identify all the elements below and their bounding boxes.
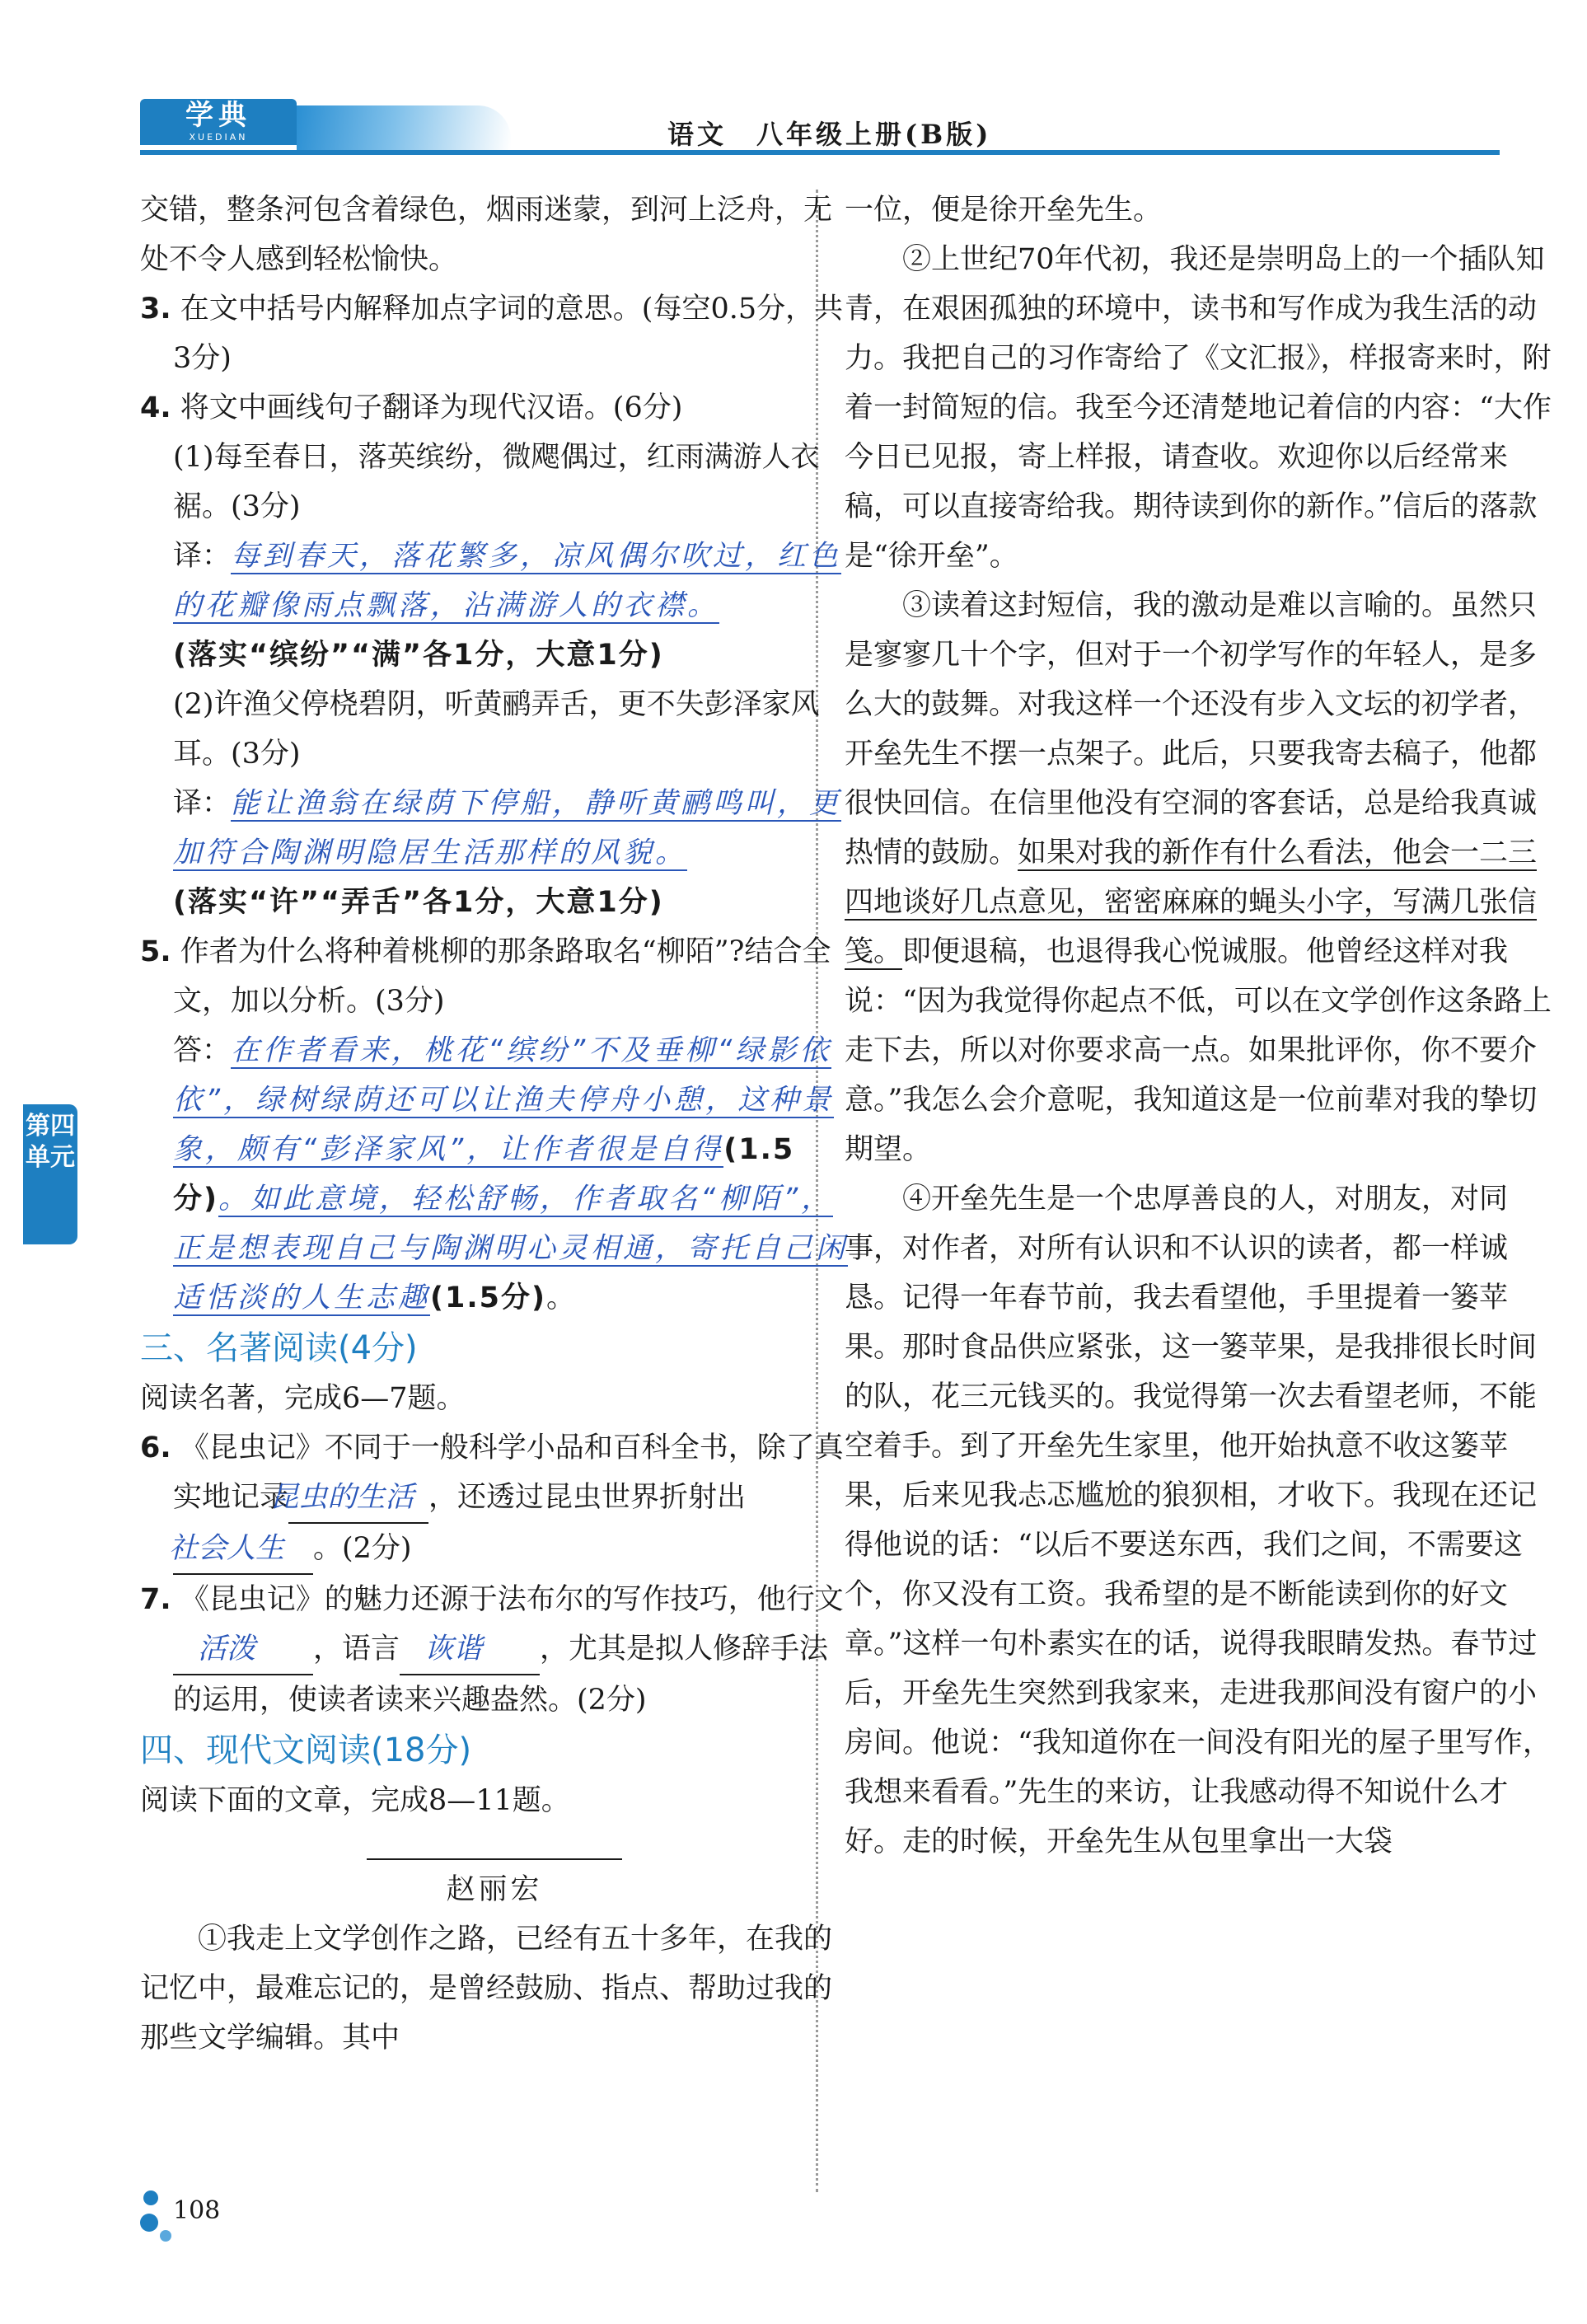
paragraph-2: ②上世纪70年代初，我还是崇明岛上的一个插队知青，在艰困孤独的环境中，读书和写作成为我生活的动力。我把自己的习作寄给了《文汇报》，样报寄来时，附着一封简短的信。我至今还清楚地记着信的内容：“大作今日已见报，寄上样报，请查收。欢迎你以后经常来稿，可以直接寄给我。期待读到你的新作。”信后的落款是“徐开垒”。 [845, 243, 1552, 573]
paragraph-text: 即便退稿，也退得我心悦诚服。他曾经这样对我说：“因为我觉得你起点不低，可以在文学创作这条路上走下去，所以对你要求高一点。如果批评你，你不要介意。”我怎么会介意呢，我知道这是一位前辈对我的挚切期望。 [845, 935, 1552, 1166]
book-title: 语文 八年级上册(B版) [667, 119, 992, 150]
score-mark: (1.5分) [430, 1281, 547, 1314]
question-number: 7. [140, 1583, 171, 1616]
paragraph-1: ①我走上文学创作之路，已经有五十多年，在我的记忆中，最难忘记的，是曾经鼓励、指点、帮助过我的那些文学编辑。其中 [140, 1923, 833, 2055]
question-text: 《昆虫记》不同于一般科学小品和百科全书，除了真实地记录 [173, 1431, 844, 1514]
question-7 [140, 1575, 849, 1725]
continued-text: 一位，便是徐开垒先生。 [845, 194, 1163, 227]
question-4-1: (1)每至春日，落英缤纷，微飔偶过，红雨满游人衣裾。(3分) [173, 441, 820, 523]
scoring-note: (落实“许”“弄舌”各1分，大意1分) [173, 886, 664, 919]
question-text: 。(2分) [313, 1532, 412, 1565]
question-number: 3. [140, 293, 171, 326]
paragraph-4: ④开垒先生是一个忠厚善良的人，对朋友，对同事，对作者，对所有认识和不认识的读者，都一样诚恳。记得一年春节前，我去看望他，手里提着一篓苹果。那时食品供应紧张，这一篓苹果，是我排很长时间的队，花三元钱买的。我觉得第一次去看望老师，不能空着手。到了开垒先生家里，他开始执意不收这篓苹果，后来见我忐忑尴尬的狼狈相，才收下。我现在还记得他说的话：“以后不要送东西，我们之间，不需要这个，你又没有工资。我希望的是不断能读到你的好文章。”这样一句朴素实在的话，说得我眼睛发热。春节过后，开垒先生突然到我家来，走进我那间没有窗户的小房间。他说：“我知道你在一间没有阳光的屋子里写作，我想来看看。”先生的来访，让我感动得不知说什么才好。走的时候，开垒先生从包里拿出一大袋 [845, 1183, 1552, 1858]
answer-prefix: 译： [173, 787, 232, 820]
answer-4-2 [140, 779, 849, 878]
question-4-2: (2)许渔父停桡碧阴，听黄鹂弄舌，更不失彭泽家风耳。(3分) [173, 688, 820, 771]
question-6 [140, 1423, 849, 1575]
question-number: 4. [140, 391, 171, 424]
handwritten-answer: 每到春天，落花繁多，凉风偶尔吹过，红色的花瓣像雨点飘落，沾满游人的衣襟。 [173, 540, 842, 622]
question-text: 作者为什么将种着桃柳的那条路取名“柳陌”?结合全文，加以分析。(3分) [173, 935, 831, 1018]
answer-end: 。 [546, 1281, 576, 1314]
decor-dot [160, 2230, 171, 2242]
paragraph-text: ③读着这封短信，我的激动是难以言喻的。虽然只是寥寥几十个字，但对于一个初学写作的年轻人，是多么大的鼓舞。对我这样一个还没有步入文坛的初学者，开垒先生不摆一点架子。此后，只要我寄去稿子，他都很快回信。在信里他没有空洞的客套话，总是给我真诚热情的鼓励。 [845, 589, 1538, 869]
score-mark: (1.5分) [173, 1133, 795, 1216]
brand-logo [140, 99, 297, 145]
section-intro: 阅读名著，完成6—7题。 [140, 1382, 466, 1415]
question-4 [140, 383, 849, 433]
handwritten-answer: 在作者看来，桃花“缤纷”不及垂柳“绿影依依”，绿树绿荫还可以让渔夫停舟小憩，这种景象，颇有“彭泽家风”，让作者很是自得 [173, 1034, 835, 1166]
answer-prefix: 答： [173, 1034, 232, 1067]
section-heading-4: 四、现代文阅读(18分) [140, 1731, 472, 1769]
answer-4-1 [140, 532, 849, 630]
page-number: 108 [173, 2196, 221, 2225]
logo-subtext: XUEDIAN [189, 132, 248, 143]
handwritten-answer: 能让渔翁在绿荫下停船，静听黄鹂鸣叫，更加符合陶渊明隐居生活那样的风貌。 [173, 787, 842, 869]
handwritten-answer: 。如此意境，轻松舒畅，作者取名“柳陌”，正是想表现自己与陶渊明心灵相通，寄托自己闲适恬淡的人生志趣 [173, 1183, 849, 1314]
question-3 [140, 284, 849, 383]
answer-5 [140, 1026, 849, 1323]
paragraph-3 [845, 581, 1553, 1174]
page-header [140, 99, 1491, 157]
scoring-note: (落实“缤纷”“满”各1分，大意1分) [173, 639, 664, 672]
question-number: 5. [140, 935, 171, 968]
fill-blank-answer: 社会人生 [173, 1524, 313, 1575]
question-text: 将文中画线句子翻译为现代汉语。(6分) [180, 391, 683, 424]
logo-text: 学典 [185, 99, 251, 132]
question-number: 6. [140, 1431, 171, 1464]
question-text: ，语言 [313, 1633, 400, 1666]
article-title-blank [367, 1848, 622, 1860]
section-intro: 阅读下面的文章，完成8—11题。 [140, 1784, 570, 1817]
fill-blank-answer: 诙谐 [400, 1624, 540, 1675]
underlined-sentence: 如果对我的新作有什么看法，他会一二三四地谈好几点意见，密密麻麻的蝇头小字，写满几张信笺。 [845, 836, 1538, 968]
question-text: ，尤其是拟人修辞手法的运用，使读者读来兴趣盎然。(2分) [173, 1633, 829, 1717]
fill-blank-answer: 活泼 [173, 1624, 313, 1675]
article-author: 赵丽宏 [446, 1873, 543, 1906]
fill-blank-answer: 昆虫的生活 [288, 1473, 428, 1524]
question-text: ，还透过昆虫世界折射出 [428, 1481, 747, 1514]
right-column [845, 185, 1553, 1867]
question-text: 《昆虫记》的魅力还源于法布尔的写作技巧，他行文 [180, 1583, 844, 1616]
header-wave-decoration [297, 105, 511, 150]
unit-side-tab: 第四单元 [23, 1104, 77, 1244]
continued-text: 交错，整条河包含着绿色，烟雨迷蒙，到河上泛舟，无处不令人感到轻松愉快。 [140, 194, 833, 276]
decor-dot [140, 2214, 158, 2232]
section-heading-3: 三、名著阅读(4分) [140, 1329, 418, 1367]
answer-prefix: 译： [173, 540, 232, 573]
question-text: 在文中括号内解释加点字词的意思。(每空0.5分，共3分) [173, 293, 844, 375]
header-rule [140, 150, 1500, 155]
left-column [140, 185, 849, 2063]
question-5 [140, 927, 849, 1026]
decor-dot [143, 2190, 158, 2205]
